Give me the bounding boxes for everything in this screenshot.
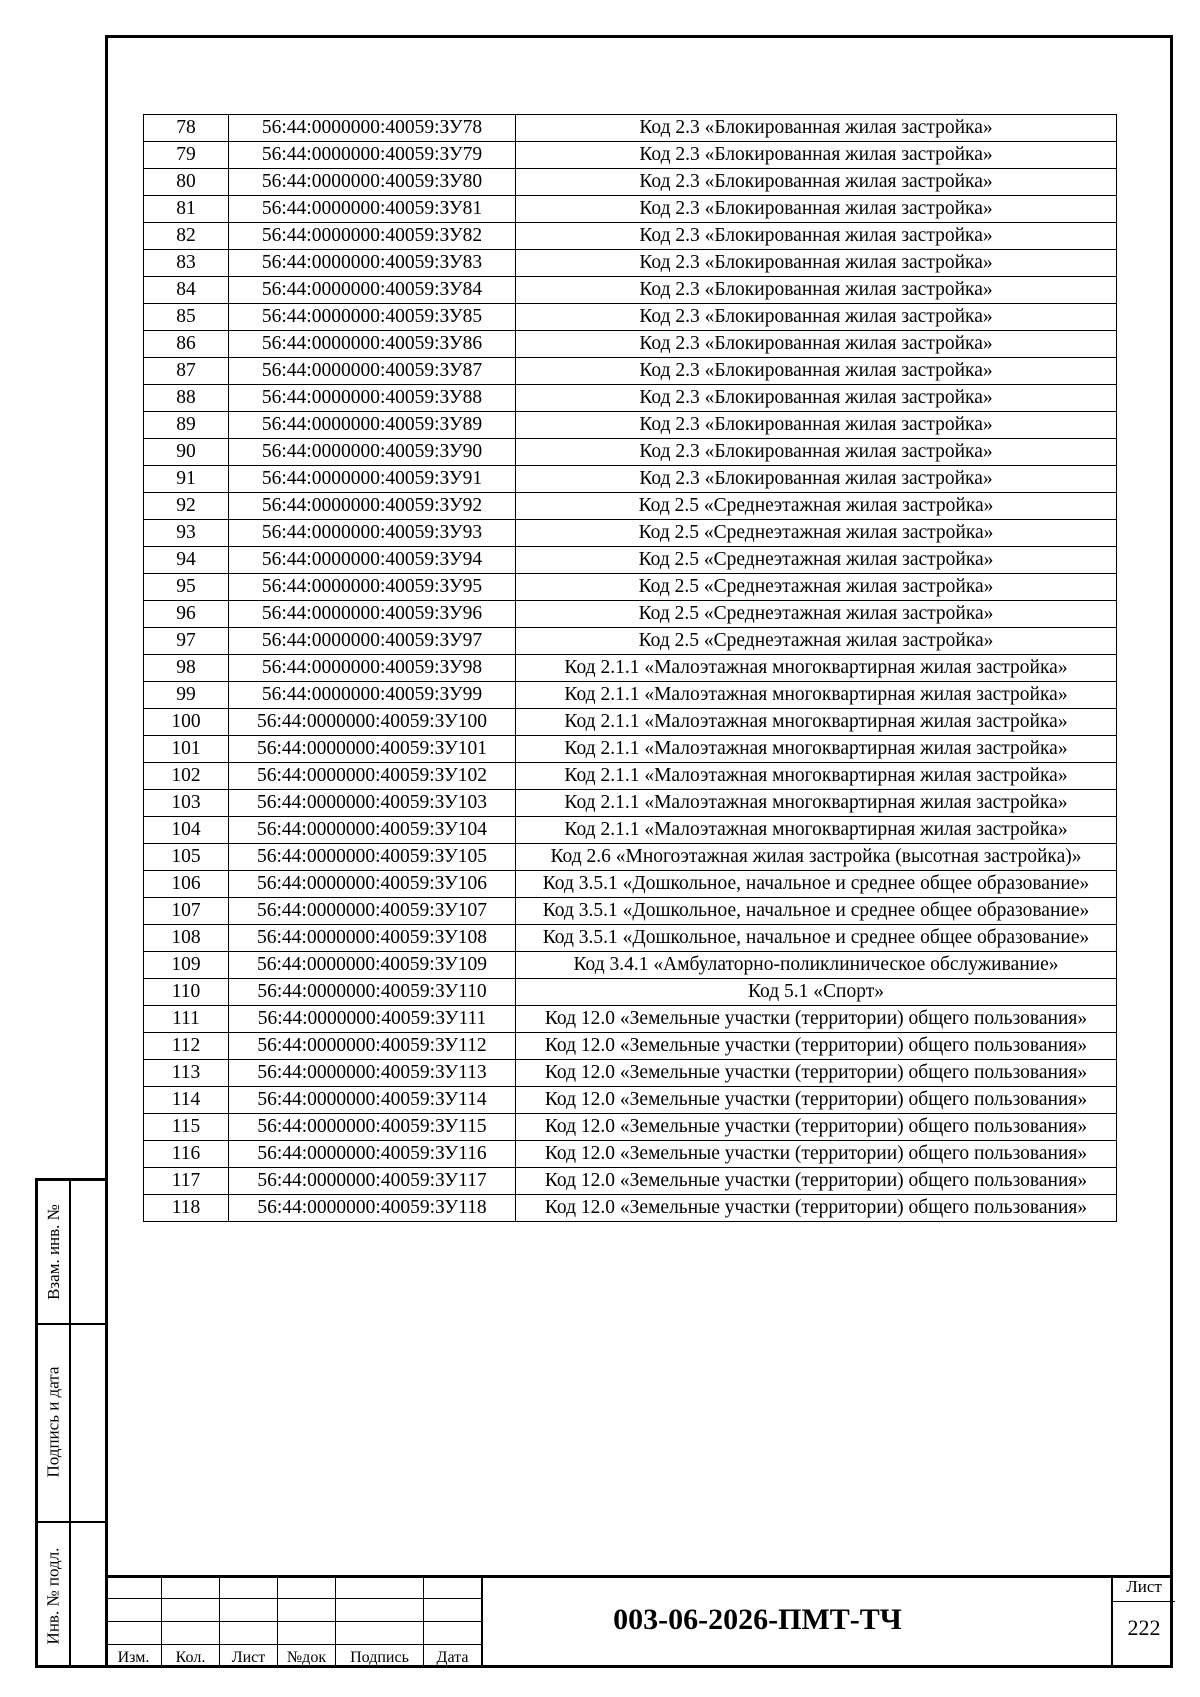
cadastral-number: 56:44:0000000:40059:ЗУ105 <box>229 844 516 871</box>
col-kol: Кол. <box>162 1645 220 1668</box>
row-number: 78 <box>144 115 229 142</box>
land-use-code: Код 2.5 «Среднеэтажная жилая застройка» <box>516 493 1117 520</box>
row-number: 87 <box>144 358 229 385</box>
cadastral-number: 56:44:0000000:40059:ЗУ102 <box>229 763 516 790</box>
land-use-code: Код 2.5 «Среднеэтажная жилая застройка» <box>516 520 1117 547</box>
vzam-inv-cell <box>38 1181 69 1323</box>
table-row <box>144 952 1117 979</box>
cadastral-number: 56:44:0000000:40059:ЗУ106 <box>229 871 516 898</box>
col-podpis: Подпись <box>336 1645 424 1668</box>
cadastral-number: 56:44:0000000:40059:ЗУ90 <box>229 439 516 466</box>
row-number: 106 <box>144 871 229 898</box>
row-number: 100 <box>144 709 229 736</box>
land-use-code: Код 2.1.1 «Малоэтажная многоквартирная жилая застройка» <box>516 790 1117 817</box>
cadastral-number: 56:44:0000000:40059:ЗУ109 <box>229 952 516 979</box>
row-number: 102 <box>144 763 229 790</box>
row-number: 94 <box>144 547 229 574</box>
table-row <box>144 682 1117 709</box>
land-use-code: Код 12.0 «Земельные участки (территории) общего пользования» <box>516 1006 1117 1033</box>
table-row <box>144 871 1117 898</box>
col-ndok: №док <box>278 1645 336 1668</box>
land-use-code: Код 2.3 «Блокированная жилая застройка» <box>516 304 1117 331</box>
land-use-code: Код 2.3 «Блокированная жилая застройка» <box>516 358 1117 385</box>
table-body <box>144 115 1117 1222</box>
row-number: 113 <box>144 1060 229 1087</box>
row-number: 96 <box>144 601 229 628</box>
cadastral-number: 56:44:0000000:40059:ЗУ79 <box>229 142 516 169</box>
row-number: 109 <box>144 952 229 979</box>
cadastral-number: 56:44:0000000:40059:ЗУ114 <box>229 1087 516 1114</box>
row-number: 112 <box>144 1033 229 1060</box>
land-use-code: Код 12.0 «Земельные участки (территории) общего пользования» <box>516 1087 1117 1114</box>
land-use-code: Код 2.1.1 «Малоэтажная многоквартирная жилая застройка» <box>516 736 1117 763</box>
land-use-code: Код 2.1.1 «Малоэтажная многоквартирная жилая застройка» <box>516 682 1117 709</box>
row-number: 108 <box>144 925 229 952</box>
cadastral-number: 56:44:0000000:40059:ЗУ107 <box>229 898 516 925</box>
cadastral-number: 56:44:0000000:40059:ЗУ111 <box>229 1006 516 1033</box>
row-number: 92 <box>144 493 229 520</box>
table-row <box>144 655 1117 682</box>
row-number: 82 <box>144 223 229 250</box>
cadastral-number: 56:44:0000000:40059:ЗУ112 <box>229 1033 516 1060</box>
table-row <box>144 169 1117 196</box>
land-use-code: Код 3.5.1 «Дошкольное, начальное и среднее общее образование» <box>516 898 1117 925</box>
cadastral-number: 56:44:0000000:40059:ЗУ113 <box>229 1060 516 1087</box>
row-number: 89 <box>144 412 229 439</box>
cadastral-number: 56:44:0000000:40059:ЗУ80 <box>229 169 516 196</box>
row-number: 83 <box>144 250 229 277</box>
land-use-code: Код 2.1.1 «Малоэтажная многоквартирная жилая застройка» <box>516 763 1117 790</box>
table-row <box>144 196 1117 223</box>
table-row <box>144 520 1117 547</box>
table-row <box>144 601 1117 628</box>
cadastral-number: 56:44:0000000:40059:ЗУ96 <box>229 601 516 628</box>
table-row <box>144 223 1117 250</box>
row-number: 95 <box>144 574 229 601</box>
row-number: 86 <box>144 331 229 358</box>
land-use-code: Код 12.0 «Земельные участки (территории) общего пользования» <box>516 1141 1117 1168</box>
row-number: 90 <box>144 439 229 466</box>
cadastral-number: 56:44:0000000:40059:ЗУ86 <box>229 331 516 358</box>
table-row <box>144 466 1117 493</box>
row-number: 79 <box>144 142 229 169</box>
land-use-code: Код 2.3 «Блокированная жилая застройка» <box>516 223 1117 250</box>
cadastral-number: 56:44:0000000:40059:ЗУ115 <box>229 1114 516 1141</box>
sheet-number: 222 <box>1127 1615 1161 1640</box>
cadastral-number: 56:44:0000000:40059:ЗУ91 <box>229 466 516 493</box>
land-use-code: Код 3.4.1 «Амбулаторно-поликлиническое обслуживание» <box>516 952 1117 979</box>
land-use-code: Код 2.3 «Блокированная жилая застройка» <box>516 439 1117 466</box>
row-number: 115 <box>144 1114 229 1141</box>
row-number: 118 <box>144 1195 229 1222</box>
land-use-code: Код 12.0 «Земельные участки (территории) общего пользования» <box>516 1060 1117 1087</box>
land-use-code: Код 2.5 «Среднеэтажная жилая застройка» <box>516 574 1117 601</box>
cadastral-number: 56:44:0000000:40059:ЗУ97 <box>229 628 516 655</box>
row-number: 98 <box>144 655 229 682</box>
table-row <box>144 979 1117 1006</box>
land-use-code: Код 2.3 «Блокированная жилая застройка» <box>516 466 1117 493</box>
row-number: 88 <box>144 385 229 412</box>
table-row <box>144 1006 1117 1033</box>
table-row <box>144 1033 1117 1060</box>
row-number: 91 <box>144 466 229 493</box>
cadastral-number: 56:44:0000000:40059:ЗУ108 <box>229 925 516 952</box>
land-use-code: Код 12.0 «Земельные участки (территории) общего пользования» <box>516 1168 1117 1195</box>
land-use-code: Код 2.3 «Блокированная жилая застройка» <box>516 142 1117 169</box>
table-row <box>144 115 1117 142</box>
row-number: 103 <box>144 790 229 817</box>
cadastral-number: 56:44:0000000:40059:ЗУ94 <box>229 547 516 574</box>
vzam-inv-label: Взам. инв. № <box>43 1204 63 1300</box>
cadastral-number: 56:44:0000000:40059:ЗУ95 <box>229 574 516 601</box>
table-row <box>144 1087 1117 1114</box>
side-stamp <box>35 1178 108 1668</box>
land-use-code: Код 2.3 «Блокированная жилая застройка» <box>516 115 1117 142</box>
document-code: 003-06-2026-ПМТ-ТЧ <box>613 1603 902 1636</box>
land-use-code: Код 2.5 «Среднеэтажная жилая застройка» <box>516 547 1117 574</box>
row-number: 80 <box>144 169 229 196</box>
col-list: Лист <box>220 1645 278 1668</box>
land-use-code: Код 12.0 «Земельные участки (территории) общего пользования» <box>516 1033 1117 1060</box>
cadastral-number: 56:44:0000000:40059:ЗУ93 <box>229 520 516 547</box>
inv-podl-cell <box>38 1521 69 1671</box>
cadastral-number: 56:44:0000000:40059:ЗУ82 <box>229 223 516 250</box>
cadastral-number: 56:44:0000000:40059:ЗУ100 <box>229 709 516 736</box>
table-row <box>144 898 1117 925</box>
land-use-code: Код 2.5 «Среднеэтажная жилая застройка» <box>516 601 1117 628</box>
row-number: 101 <box>144 736 229 763</box>
table-row <box>144 385 1117 412</box>
land-use-code: Код 2.3 «Блокированная жилая застройка» <box>516 412 1117 439</box>
table-row <box>144 925 1117 952</box>
land-use-code: Код 3.5.1 «Дошкольное, начальное и среднее общее образование» <box>516 925 1117 952</box>
table-row <box>144 574 1117 601</box>
row-number: 85 <box>144 304 229 331</box>
cadastral-number: 56:44:0000000:40059:ЗУ99 <box>229 682 516 709</box>
table-row <box>144 1114 1117 1141</box>
land-use-code: Код 2.3 «Блокированная жилая застройка» <box>516 250 1117 277</box>
cadastral-number: 56:44:0000000:40059:ЗУ117 <box>229 1168 516 1195</box>
row-number: 105 <box>144 844 229 871</box>
title-block <box>105 1575 1173 1668</box>
land-use-code: Код 2.1.1 «Малоэтажная многоквартирная жилая застройка» <box>516 709 1117 736</box>
cadastral-number: 56:44:0000000:40059:ЗУ118 <box>229 1195 516 1222</box>
table-row <box>144 1168 1117 1195</box>
table-row <box>144 709 1117 736</box>
row-number: 117 <box>144 1168 229 1195</box>
cadastral-number: 56:44:0000000:40059:ЗУ98 <box>229 655 516 682</box>
cadastral-number: 56:44:0000000:40059:ЗУ88 <box>229 385 516 412</box>
cadastral-number: 56:44:0000000:40059:ЗУ83 <box>229 250 516 277</box>
cadastral-number: 56:44:0000000:40059:ЗУ116 <box>229 1141 516 1168</box>
land-use-code: Код 3.5.1 «Дошкольное, начальное и среднее общее образование» <box>516 871 1117 898</box>
land-use-code: Код 2.1.1 «Малоэтажная многоквартирная жилая застройка» <box>516 655 1117 682</box>
cadastral-number: 56:44:0000000:40059:ЗУ85 <box>229 304 516 331</box>
inv-podl-label: Инв. № подл. <box>43 1547 63 1645</box>
cadastral-number: 56:44:0000000:40059:ЗУ104 <box>229 817 516 844</box>
cadastral-number: 56:44:0000000:40059:ЗУ84 <box>229 277 516 304</box>
sheet-label: Лист <box>1126 1577 1162 1596</box>
cadastral-number: 56:44:0000000:40059:ЗУ81 <box>229 196 516 223</box>
row-number: 81 <box>144 196 229 223</box>
row-number: 116 <box>144 1141 229 1168</box>
table-row <box>144 358 1117 385</box>
podpis-data-label: Подпись и дата <box>43 1366 63 1478</box>
row-number: 114 <box>144 1087 229 1114</box>
table-row <box>144 790 1117 817</box>
table-row <box>144 1060 1117 1087</box>
table-row <box>144 736 1117 763</box>
land-use-code: Код 2.3 «Блокированная жилая застройка» <box>516 385 1117 412</box>
table-row <box>144 142 1117 169</box>
col-izm: Изм. <box>106 1645 162 1668</box>
land-plots-table <box>143 114 1117 1222</box>
cadastral-number: 56:44:0000000:40059:ЗУ87 <box>229 358 516 385</box>
land-use-code: Код 12.0 «Земельные участки (территории) общего пользования» <box>516 1114 1117 1141</box>
table-row <box>144 547 1117 574</box>
table-row <box>144 250 1117 277</box>
table-row <box>144 844 1117 871</box>
land-use-code: Код 2.3 «Блокированная жилая застройка» <box>516 331 1117 358</box>
land-use-code: Код 5.1 «Спорт» <box>516 979 1117 1006</box>
table-row <box>144 1141 1117 1168</box>
row-number: 97 <box>144 628 229 655</box>
land-use-code: Код 2.6 «Многоэтажная жилая застройка (высотная застройка)» <box>516 844 1117 871</box>
row-number: 84 <box>144 277 229 304</box>
table-row <box>144 331 1117 358</box>
table-row <box>144 817 1117 844</box>
table-row <box>144 277 1117 304</box>
land-use-code: Код 12.0 «Земельные участки (территории) общего пользования» <box>516 1195 1117 1222</box>
cadastral-number: 56:44:0000000:40059:ЗУ101 <box>229 736 516 763</box>
row-number: 110 <box>144 979 229 1006</box>
table-row <box>144 304 1117 331</box>
table-row <box>144 439 1117 466</box>
land-use-code: Код 2.3 «Блокированная жилая застройка» <box>516 277 1117 304</box>
cadastral-number: 56:44:0000000:40059:ЗУ89 <box>229 412 516 439</box>
land-use-code: Код 2.3 «Блокированная жилая застройка» <box>516 169 1117 196</box>
row-number: 111 <box>144 1006 229 1033</box>
sheet-box <box>1111 1575 1175 1668</box>
cadastral-number: 56:44:0000000:40059:ЗУ110 <box>229 979 516 1006</box>
revision-grid <box>105 1575 482 1668</box>
table-row <box>144 763 1117 790</box>
cadastral-number: 56:44:0000000:40059:ЗУ92 <box>229 493 516 520</box>
land-use-code: Код 2.5 «Среднеэтажная жилая застройка» <box>516 628 1117 655</box>
row-number: 99 <box>144 682 229 709</box>
table-row <box>144 628 1117 655</box>
table-row <box>144 412 1117 439</box>
cadastral-number: 56:44:0000000:40059:ЗУ103 <box>229 790 516 817</box>
row-number: 104 <box>144 817 229 844</box>
land-use-code: Код 2.3 «Блокированная жилая застройка» <box>516 196 1117 223</box>
podpis-data-cell <box>38 1323 69 1521</box>
table-row <box>144 493 1117 520</box>
col-data: Дата <box>424 1645 482 1668</box>
row-number: 107 <box>144 898 229 925</box>
row-number: 93 <box>144 520 229 547</box>
cadastral-number: 56:44:0000000:40059:ЗУ78 <box>229 115 516 142</box>
land-use-code: Код 2.1.1 «Малоэтажная многоквартирная жилая застройка» <box>516 817 1117 844</box>
table-row <box>144 1195 1117 1222</box>
